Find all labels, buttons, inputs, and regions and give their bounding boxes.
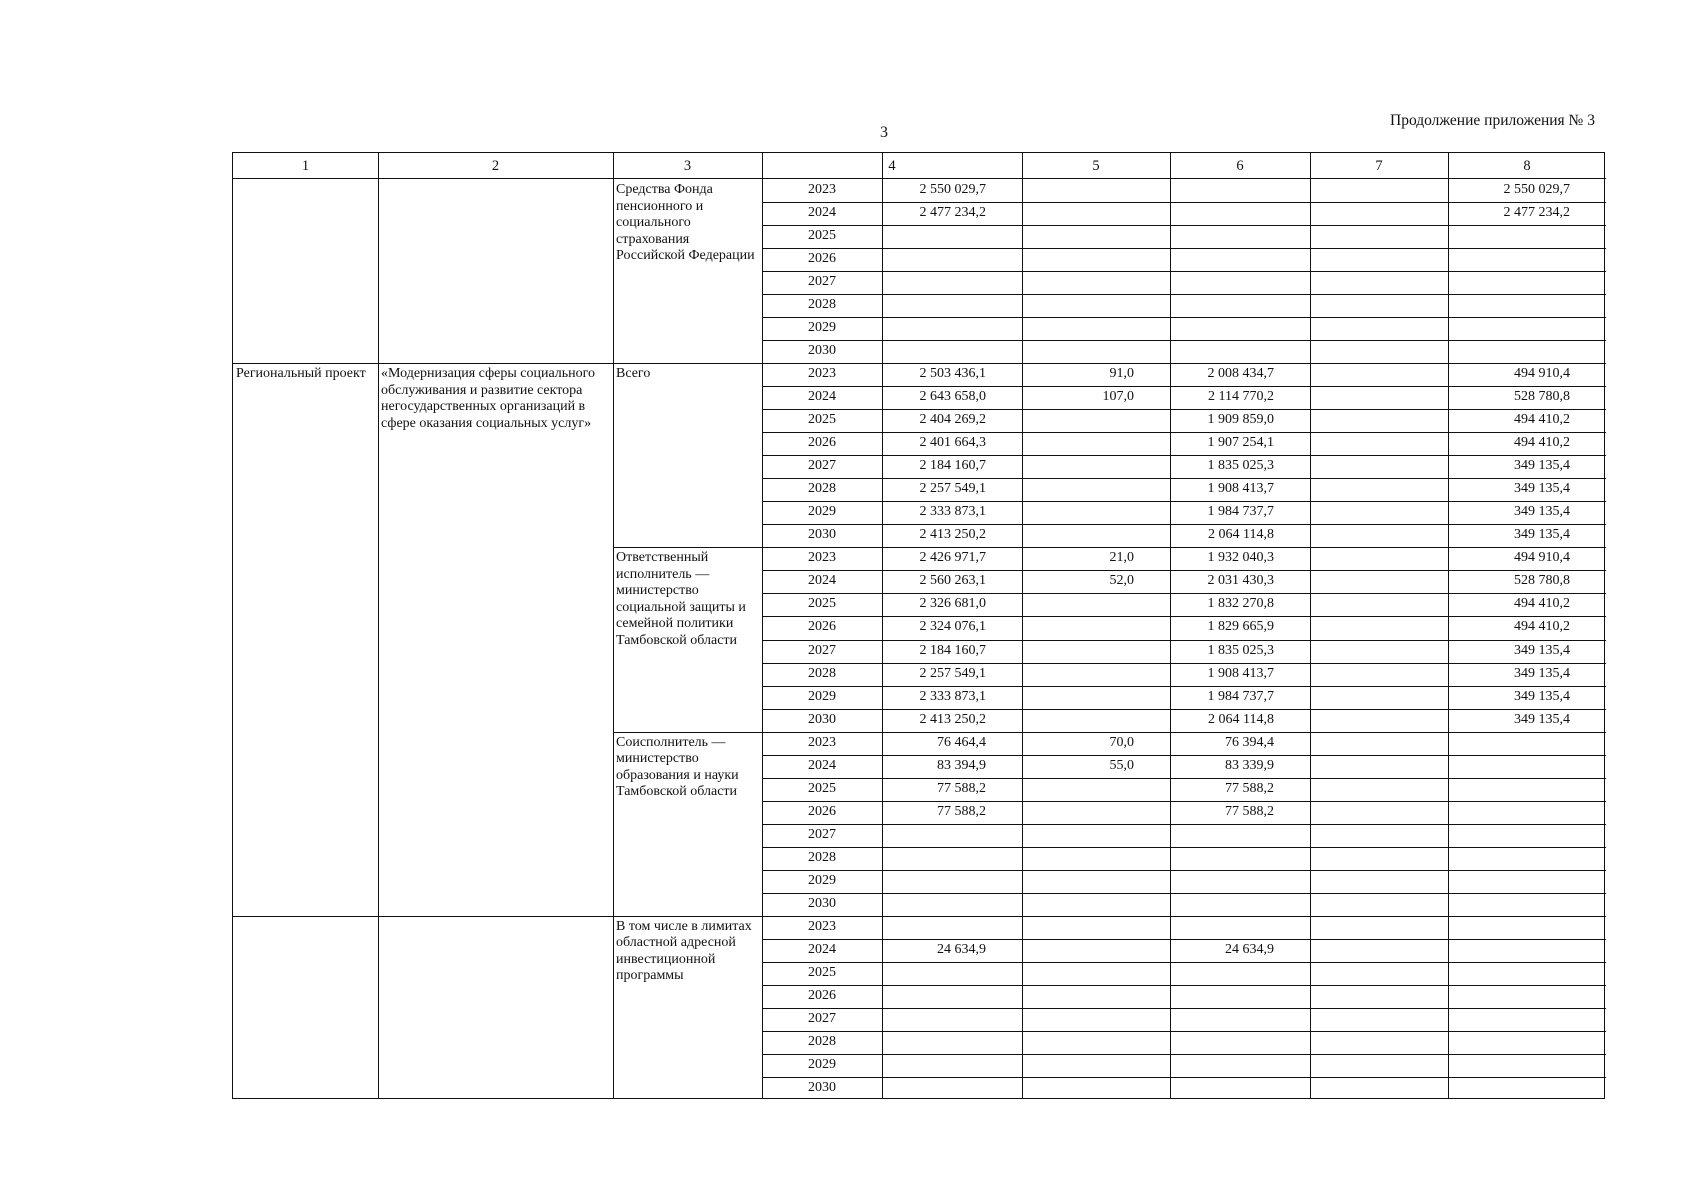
total-value: 2 503 436,1: [919, 366, 986, 382]
row-divider: [762, 524, 1606, 525]
row-divider: [762, 939, 1606, 940]
year-cell: 2027: [808, 826, 836, 842]
regional-value: 1 908 413,7: [1207, 665, 1274, 681]
block-col3-label: Средства Фонда пенсионного и социального страхования Российской Федерации: [616, 182, 755, 263]
year-cell: 2024: [808, 573, 836, 589]
federal-value: 70,0: [1109, 734, 1134, 750]
page-number: 3: [880, 124, 888, 141]
row-divider: [762, 248, 1606, 249]
row-divider: [762, 640, 1606, 641]
federal-value: 107,0: [1102, 389, 1134, 405]
year-cell: 2029: [808, 688, 836, 704]
total-value: 76 464,4: [937, 734, 986, 750]
total-value: 2 333 873,1: [919, 504, 986, 520]
row-divider: [762, 778, 1606, 779]
year-cell: 2030: [808, 527, 836, 543]
row-divider: [762, 294, 1606, 295]
row-divider: [762, 455, 1606, 456]
extra-value: 2 477 234,2: [1503, 205, 1570, 221]
row-divider: [762, 616, 1606, 617]
row-divider: [762, 202, 1606, 203]
total-value: 2 401 664,3: [919, 435, 986, 451]
row-divider: [762, 340, 1606, 341]
year-cell: 2024: [808, 941, 836, 957]
year-cell: 2023: [808, 734, 836, 750]
extra-value: 349 135,4: [1514, 642, 1570, 658]
year-cell: 2024: [808, 757, 836, 773]
year-cell: 2026: [808, 987, 836, 1003]
total-value: 2 257 549,1: [919, 665, 986, 681]
year-cell: 2026: [808, 251, 836, 267]
row-divider: [762, 962, 1606, 963]
regional-value: 1 908 413,7: [1207, 481, 1274, 497]
year-cell: 2026: [808, 619, 836, 635]
row-divider: [762, 409, 1606, 410]
regional-value: 2 031 430,3: [1207, 573, 1274, 589]
year-cell: 2024: [808, 205, 836, 221]
year-cell: 2024: [808, 389, 836, 405]
year-cell: 2023: [808, 182, 836, 197]
year-cell: 2028: [808, 849, 836, 865]
row-divider: [762, 847, 1606, 848]
total-value: 2 560 263,1: [919, 573, 986, 589]
extra-value: 528 780,8: [1514, 389, 1570, 405]
regional-value: 1 909 859,0: [1207, 412, 1274, 428]
regional-value: 2 114 770,2: [1208, 389, 1274, 405]
row-divider: [762, 271, 1606, 272]
year-cell: 2029: [808, 504, 836, 520]
total-value: 24 634,9: [937, 941, 986, 957]
row-divider: [762, 501, 1606, 502]
total-value: 2 550 029,7: [919, 182, 986, 197]
regional-value: 1 984 737,7: [1207, 504, 1274, 520]
year-cell: 2027: [808, 458, 836, 474]
extra-value: 349 135,4: [1514, 665, 1570, 681]
total-value: 2 404 269,2: [919, 412, 986, 428]
header-cell-5: 5: [1022, 153, 1170, 179]
regional-value: 1 835 025,3: [1207, 642, 1274, 658]
block-col3-label: Ответственный исполнитель — министерство социальной защиты и семейной политики Тамбовской области: [616, 550, 746, 648]
total-value: 2 426 971,7: [919, 550, 986, 566]
extra-value: 494 410,2: [1514, 596, 1570, 612]
year-cell: 2029: [808, 1056, 836, 1072]
year-cell: 2026: [808, 803, 836, 819]
year-cell: 2025: [808, 964, 836, 980]
year-cell: 2025: [808, 780, 836, 796]
total-value: 2 333 873,1: [919, 688, 986, 704]
extra-value: 349 135,4: [1514, 711, 1570, 727]
total-value: 2 184 160,7: [919, 642, 986, 658]
extra-value: 528 780,8: [1514, 573, 1570, 589]
extra-value: 2 550 029,7: [1503, 182, 1570, 197]
row-divider: [762, 709, 1606, 710]
extra-value: 494 910,4: [1514, 550, 1570, 566]
row-divider: [762, 593, 1606, 594]
row-divider: [762, 478, 1606, 479]
header-cell-7: 7: [1310, 153, 1448, 179]
year-cell: 2025: [808, 596, 836, 612]
federal-value: 52,0: [1109, 573, 1134, 589]
row-divider: [762, 432, 1606, 433]
column-divider: [378, 153, 379, 1098]
row-divider: [762, 686, 1606, 687]
year-cell: 2029: [808, 320, 836, 336]
row-divider: [762, 755, 1606, 756]
block-divider: [613, 732, 1606, 733]
extra-value: 494 410,2: [1514, 435, 1570, 451]
total-value: 2 477 234,2: [919, 205, 986, 221]
block-col2-label: «Модернизация сферы социального обслуживания и развитие сектора негосударственных организаций в сфере оказания социальных услуг»: [381, 366, 596, 431]
year-cell: 2023: [808, 550, 836, 566]
year-cell: 2025: [808, 228, 836, 244]
row-divider: [762, 386, 1606, 387]
total-value: 83 394,9: [937, 757, 986, 773]
header-cell-2: 2: [378, 153, 613, 179]
year-cell: 2030: [808, 711, 836, 727]
year-cell: 2030: [808, 343, 836, 359]
row-divider: [762, 1077, 1606, 1078]
total-value: 77 588,2: [937, 780, 986, 796]
block-divider: [233, 363, 1606, 364]
appendix-note: Продолжение приложения № 3: [1390, 112, 1595, 129]
header-cell-1: 1: [233, 153, 378, 179]
block-col1-label: Региональный проект: [236, 366, 366, 382]
federal-value: 55,0: [1109, 757, 1134, 773]
extra-value: 494 410,2: [1514, 412, 1570, 428]
total-value: 2 257 549,1: [919, 481, 986, 497]
year-cell: 2027: [808, 1010, 836, 1026]
regional-value: 1 932 040,3: [1207, 550, 1274, 566]
regional-value: 2 064 114,8: [1208, 527, 1274, 543]
regional-value: 1 907 254,1: [1207, 435, 1274, 451]
regional-value: 83 339,9: [1225, 757, 1274, 773]
row-divider: [762, 893, 1606, 894]
extra-value: 349 135,4: [1514, 504, 1570, 520]
year-cell: 2026: [808, 435, 836, 451]
row-divider: [762, 870, 1606, 871]
year-cell: 2030: [808, 1079, 836, 1095]
total-value: 2 413 250,2: [919, 527, 986, 543]
row-divider: [762, 824, 1606, 825]
row-divider: [762, 225, 1606, 226]
block-divider: [233, 916, 1606, 917]
block-col3-label: Всего: [616, 366, 651, 382]
total-value: 77 588,2: [937, 803, 986, 819]
year-cell: 2023: [808, 366, 836, 382]
year-cell: 2029: [808, 872, 836, 888]
row-divider: [762, 985, 1606, 986]
federal-value: 21,0: [1109, 550, 1134, 566]
column-divider: [613, 153, 614, 1098]
year-cell: 2027: [808, 274, 836, 290]
row-divider: [762, 1031, 1606, 1032]
year-cell: 2025: [808, 412, 836, 428]
block-col3-label: Соисполнитель — министерство образования и науки Тамбовской области: [616, 734, 739, 800]
total-value: 2 413 250,2: [919, 711, 986, 727]
header-cell-8: 8: [1448, 153, 1606, 179]
regional-value: 24 634,9: [1225, 941, 1274, 957]
year-cell: 2023: [808, 918, 836, 934]
extra-value: 349 135,4: [1514, 481, 1570, 497]
year-cell: 2028: [808, 1033, 836, 1049]
total-value: 2 184 160,7: [919, 458, 986, 474]
header-cell-6: 6: [1170, 153, 1310, 179]
federal-value: 91,0: [1109, 366, 1134, 382]
regional-value: 2 008 434,7: [1207, 366, 1274, 382]
extra-value: 349 135,4: [1514, 458, 1570, 474]
extra-value: 494 410,2: [1514, 619, 1570, 635]
row-divider: [762, 1054, 1606, 1055]
regional-value: 1 984 737,7: [1207, 688, 1274, 704]
row-divider: [762, 663, 1606, 664]
year-cell: 2028: [808, 481, 836, 497]
extra-value: 494 910,4: [1514, 366, 1570, 382]
extra-value: 349 135,4: [1514, 527, 1570, 543]
block-divider: [613, 547, 1606, 548]
row-divider: [762, 801, 1606, 802]
regional-value: 1 835 025,3: [1207, 458, 1274, 474]
total-value: 2 324 076,1: [919, 619, 986, 635]
funding-table: [232, 152, 1605, 1099]
row-divider: [762, 317, 1606, 318]
block-col3-label: В том числе в лимитах областной адресной инвестиционной программы: [616, 918, 752, 984]
extra-value: 349 135,4: [1514, 688, 1570, 704]
total-value: 2 643 658,0: [919, 389, 986, 405]
regional-value: 77 588,2: [1225, 780, 1274, 796]
header-cell-3: 3: [613, 153, 762, 179]
regional-value: 1 829 665,9: [1207, 619, 1274, 635]
year-cell: 2027: [808, 642, 836, 658]
year-cell: 2028: [808, 297, 836, 313]
regional-value: 77 588,2: [1225, 803, 1274, 819]
regional-value: 2 064 114,8: [1208, 711, 1274, 727]
total-value: 2 326 681,0: [919, 596, 986, 612]
year-cell: 2028: [808, 665, 836, 681]
regional-value: 76 394,4: [1225, 734, 1274, 750]
row-divider: [762, 570, 1606, 571]
regional-value: 1 832 270,8: [1207, 596, 1274, 612]
header-cell-4: 4: [762, 153, 1022, 179]
row-divider: [762, 1008, 1606, 1009]
year-cell: 2030: [808, 895, 836, 911]
